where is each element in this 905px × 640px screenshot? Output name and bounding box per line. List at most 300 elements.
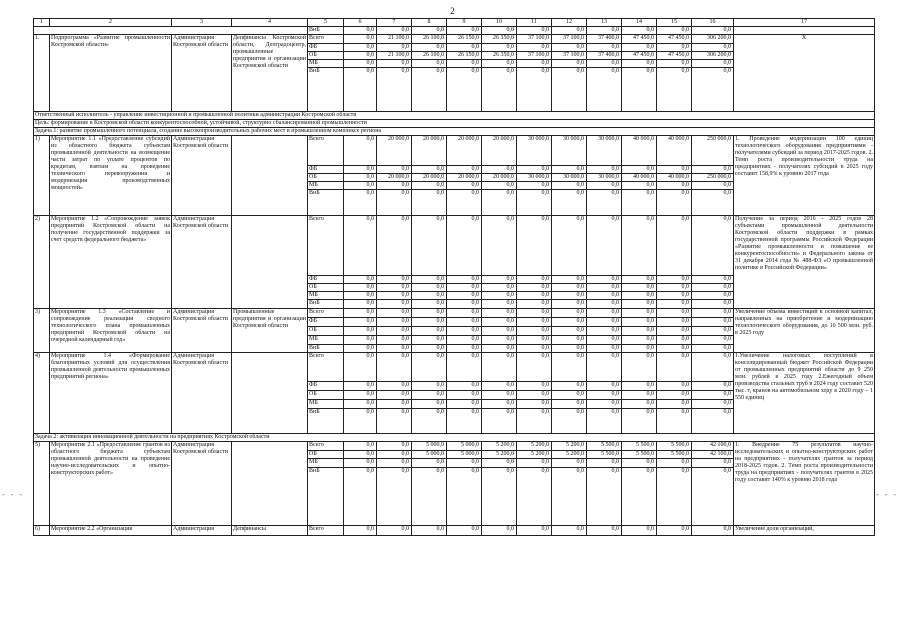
value-cell: 0,0 <box>657 382 692 391</box>
table-row <box>34 353 875 382</box>
value-cell: 0,0 <box>517 526 552 536</box>
value-cell: 0,0 <box>622 468 657 526</box>
value-cell: 0,0 <box>412 276 447 284</box>
source-cell: ВнБ <box>308 27 344 35</box>
value-cell: 0,0 <box>344 391 377 400</box>
value-cell: 0,0 <box>657 300 692 309</box>
source-cell: Всего <box>308 216 344 276</box>
value-cell: 0,0 <box>552 216 587 276</box>
column-header: 14 <box>622 19 657 27</box>
recipients-cell <box>232 216 308 309</box>
value-cell: 0,0 <box>517 284 552 292</box>
value-cell: 0,0 <box>517 468 552 526</box>
value-cell: 0,0 <box>692 382 734 391</box>
value-cell: 0,0 <box>344 526 377 536</box>
source-cell: Всего <box>308 442 344 451</box>
column-header: 12 <box>552 19 587 27</box>
value-cell: 0,0 <box>692 284 734 292</box>
value-cell: 0,0 <box>447 526 482 536</box>
value-cell: 0,0 <box>482 468 517 526</box>
value-cell: 0,0 <box>552 409 587 434</box>
value-cell: 0,0 <box>412 345 447 353</box>
value-cell: 0,0 <box>552 284 587 292</box>
source-cell: ФБ <box>308 276 344 284</box>
value-cell: 26 100,0 <box>412 52 447 60</box>
value-cell: 0,0 <box>622 292 657 300</box>
value-cell: 5 500,0 <box>622 442 657 451</box>
value-cell: 5 000,0 <box>447 442 482 451</box>
table-row <box>34 309 875 318</box>
value-cell: 0,0 <box>377 300 412 309</box>
value-cell: 21 100,0 <box>377 35 412 44</box>
value-cell: 0,0 <box>344 300 377 309</box>
margin-mark-right: - - - <box>876 490 898 499</box>
value-cell: 0,0 <box>482 216 517 276</box>
value-cell: 0,0 <box>482 459 517 468</box>
value-cell: 37 100,0 <box>552 52 587 60</box>
value-cell: 0,0 <box>447 216 482 276</box>
page-number: 2 <box>450 6 455 16</box>
value-cell: 0,0 <box>377 382 412 391</box>
value-cell: 0,0 <box>587 166 622 174</box>
value-cell: 0,0 <box>377 276 412 284</box>
value-cell: 0,0 <box>692 300 734 309</box>
recipients-cell <box>232 136 308 216</box>
value-cell: 0,0 <box>377 309 412 318</box>
value-cell: 0,0 <box>692 166 734 174</box>
recipients-cell: Депфинансы <box>232 526 308 536</box>
source-cell: ОБ <box>308 174 344 182</box>
value-cell: 0,0 <box>587 468 622 526</box>
value-cell: 0,0 <box>482 400 517 409</box>
value-cell: 20 000,0 <box>482 174 517 182</box>
column-header: 13 <box>587 19 622 27</box>
executor-cell: Администрация Костромской области <box>172 216 232 309</box>
source-cell: ВнБ <box>308 300 344 309</box>
value-cell: 0,0 <box>657 391 692 400</box>
value-cell: 0,0 <box>482 382 517 391</box>
table-row <box>34 35 875 44</box>
value-cell: 0,0 <box>412 300 447 309</box>
value-cell: 0,0 <box>587 309 622 318</box>
value-cell: 30 000,0 <box>552 174 587 182</box>
column-header: 11 <box>517 19 552 27</box>
value-cell: 0,0 <box>482 345 517 353</box>
value-cell: 0,0 <box>692 400 734 409</box>
value-cell: 0,0 <box>587 526 622 536</box>
value-cell: 0,0 <box>517 309 552 318</box>
value-cell: 0,0 <box>447 276 482 284</box>
value-cell: 0,0 <box>447 382 482 391</box>
value-cell: 0,0 <box>344 276 377 284</box>
value-cell: 26 150,0 <box>447 35 482 44</box>
value-cell: 0,0 <box>447 468 482 526</box>
executor-cell: Администрация Костромской области <box>172 35 232 112</box>
value-cell: 5 200,0 <box>552 451 587 459</box>
value-cell: 0,0 <box>692 309 734 318</box>
value-cell: 20 000,0 <box>412 174 447 182</box>
value-cell: 0,0 <box>517 345 552 353</box>
source-cell: ОБ <box>308 284 344 292</box>
value-cell: 0,0 <box>622 382 657 391</box>
value-cell: 0,0 <box>657 216 692 276</box>
column-header: 17 <box>734 19 875 27</box>
value-cell: 37 100,0 <box>552 35 587 44</box>
value-cell: 0,0 <box>517 459 552 468</box>
value-cell: 0,0 <box>412 166 447 174</box>
value-cell: 0,0 <box>692 318 734 327</box>
value-cell: 0,0 <box>482 276 517 284</box>
value-cell: 0,0 <box>692 353 734 382</box>
value-cell: 0,0 <box>587 345 622 353</box>
value-cell: 30 000,0 <box>517 174 552 182</box>
value-cell: 0,0 <box>622 182 657 190</box>
value-cell: 0,0 <box>517 353 552 382</box>
value-cell: 0,0 <box>587 190 622 216</box>
value-cell: 0,0 <box>447 190 482 216</box>
value-cell: 0,0 <box>657 459 692 468</box>
measure-name: Мероприятие 2.2 «Организация <box>50 526 172 536</box>
value-cell: 0,0 <box>377 190 412 216</box>
value-cell: 0,0 <box>447 44 482 52</box>
value-cell: 0,0 <box>344 459 377 468</box>
value-cell: 0,0 <box>377 284 412 292</box>
result-cell: 1.Увеличение налоговых поступлений в консолидированный бюджет Российской Федерации от промышленных предприятий области до 9 250 млн. рублей в 2025 году 2.Ежегодный объем производства стальных труб в 2024 году составит 520 тыс. т, кранов на автомобильном ходу в 2020 году – 1 550 единиц <box>734 353 875 434</box>
value-cell: 0,0 <box>482 292 517 300</box>
value-cell: 37 400,0 <box>587 35 622 44</box>
value-cell: 0,0 <box>552 166 587 174</box>
value-cell: 0,0 <box>622 318 657 327</box>
value-cell: 0,0 <box>412 353 447 382</box>
value-cell: 0,0 <box>622 409 657 434</box>
value-cell: 0,0 <box>552 44 587 52</box>
value-cell: 306 200,0 <box>692 35 734 44</box>
value-cell: 0,0 <box>447 284 482 292</box>
value-cell: 0,0 <box>587 327 622 336</box>
value-cell: 47 450,0 <box>622 35 657 44</box>
value-cell: 306 200,0 <box>692 52 734 60</box>
value-cell: 0,0 <box>622 300 657 309</box>
value-cell: 0,0 <box>552 27 587 35</box>
value-cell: 0,0 <box>552 468 587 526</box>
value-cell: 0,0 <box>377 459 412 468</box>
column-header: 9 <box>447 19 482 27</box>
value-cell: 0,0 <box>517 60 552 68</box>
value-cell: 0,0 <box>552 459 587 468</box>
value-cell: 0,0 <box>692 459 734 468</box>
value-cell: 0,0 <box>657 468 692 526</box>
value-cell: 0,0 <box>344 409 377 434</box>
value-cell: 0,0 <box>692 190 734 216</box>
value-cell: 0,0 <box>552 309 587 318</box>
column-header: 5 <box>308 19 344 27</box>
value-cell: 0,0 <box>377 292 412 300</box>
value-cell: 0,0 <box>587 182 622 190</box>
margin-mark-left: - - - <box>2 490 24 499</box>
value-cell: 0,0 <box>482 309 517 318</box>
value-cell: 0,0 <box>447 182 482 190</box>
value-cell: 0,0 <box>622 44 657 52</box>
result-cell: Х <box>734 35 875 112</box>
value-cell: 0,0 <box>447 60 482 68</box>
value-cell: 5 500,0 <box>622 451 657 459</box>
table-row <box>34 136 875 166</box>
value-cell: 40 000,0 <box>657 174 692 182</box>
value-cell: 0,0 <box>412 459 447 468</box>
source-cell: ВнБ <box>308 409 344 434</box>
value-cell: 0,0 <box>377 27 412 35</box>
value-cell: 0,0 <box>344 190 377 216</box>
value-cell: 5 000,0 <box>412 451 447 459</box>
column-header: 2 <box>50 19 172 27</box>
value-cell: 0,0 <box>344 345 377 353</box>
value-cell: 0,0 <box>412 309 447 318</box>
measure-name: Мероприятие 1.1 «Предоставление субсидий из областного бюджета субъектам промышленной деятельности на возмещение части затрат по уплате процентов по кредитам, взятым на проведение технического перевооружения и модернизации производственных мощностей» <box>50 136 172 216</box>
value-cell: 0,0 <box>552 292 587 300</box>
value-cell: 0,0 <box>482 327 517 336</box>
column-header: 4 <box>232 19 308 27</box>
value-cell: 37 400,0 <box>587 52 622 60</box>
source-cell: ВнБ <box>308 468 344 526</box>
row-number: 1. <box>34 35 50 112</box>
value-cell: 0,0 <box>482 318 517 327</box>
source-cell: Всего <box>308 353 344 382</box>
value-cell: 5 200,0 <box>552 442 587 451</box>
value-cell: 0,0 <box>587 353 622 382</box>
measure-name: Мероприятие 2.1 «Предоставление грантов из областного бюджета субъектам промышленной деятельности на проведение научно-исследовательских и опытно-конструкторских работ» <box>50 442 172 526</box>
value-cell: 5 200,0 <box>482 451 517 459</box>
value-cell: 0,0 <box>622 327 657 336</box>
value-cell: 0,0 <box>552 60 587 68</box>
value-cell: 5 500,0 <box>587 442 622 451</box>
value-cell: 0,0 <box>344 68 377 112</box>
value-cell: 0,0 <box>344 327 377 336</box>
source-cell: МБ <box>308 292 344 300</box>
value-cell: 0,0 <box>517 409 552 434</box>
value-cell: 0,0 <box>622 309 657 318</box>
value-cell: 47 450,0 <box>622 52 657 60</box>
value-cell: 0,0 <box>377 182 412 190</box>
source-cell: Всего <box>308 35 344 44</box>
row-number: 4) <box>34 353 50 434</box>
value-cell: 0,0 <box>482 166 517 174</box>
value-cell: 0,0 <box>622 336 657 345</box>
value-cell: 0,0 <box>447 345 482 353</box>
value-cell: 20 000,0 <box>447 174 482 182</box>
value-cell: 0,0 <box>482 300 517 309</box>
value-cell: 0,0 <box>587 68 622 112</box>
section-title: Задача 2: активизация инновационной деятельности на предприятиях Костромской области <box>34 434 875 442</box>
value-cell: 0,0 <box>377 442 412 451</box>
value-cell: 0,0 <box>552 68 587 112</box>
table-row <box>34 216 875 276</box>
column-header: 15 <box>657 19 692 27</box>
value-cell: 0,0 <box>447 309 482 318</box>
value-cell: 0,0 <box>344 353 377 382</box>
result-cell: Увеличение доли организаций, <box>734 526 875 536</box>
value-cell: 0,0 <box>517 391 552 400</box>
source-cell: ФБ <box>308 318 344 327</box>
value-cell: 0,0 <box>517 300 552 309</box>
value-cell: 0,0 <box>447 300 482 309</box>
value-cell: 0,0 <box>447 391 482 400</box>
result-cell: 1. Внедрение 75 результатов научно-исследовательских и опытно-конструкторских работ на предприятиях - получателях грантов за период 2018-2025 годов. 2. Темп роста производительности труда на предприятиях - получателях грантов в 2025 году составит 140% к уровню 2018 года <box>734 442 875 526</box>
source-cell: МБ <box>308 459 344 468</box>
value-cell: 0,0 <box>657 27 692 35</box>
value-cell: 0,0 <box>552 336 587 345</box>
recipients-cell <box>232 442 308 526</box>
value-cell: 0,0 <box>412 318 447 327</box>
value-cell: 0,0 <box>517 182 552 190</box>
value-cell: 0,0 <box>517 27 552 35</box>
value-cell: 0,0 <box>692 68 734 112</box>
value-cell: 0,0 <box>344 468 377 526</box>
source-cell: ФБ <box>308 166 344 174</box>
value-cell: 5 500,0 <box>657 442 692 451</box>
value-cell: 0,0 <box>692 327 734 336</box>
value-cell: 20 000,0 <box>447 136 482 166</box>
value-cell: 47 450,0 <box>657 35 692 44</box>
value-cell: 0,0 <box>517 318 552 327</box>
value-cell: 0,0 <box>657 336 692 345</box>
value-cell: 0,0 <box>692 468 734 526</box>
value-cell: 0,0 <box>344 292 377 300</box>
budget-table <box>33 18 875 536</box>
value-cell: 0,0 <box>517 44 552 52</box>
value-cell: 0,0 <box>657 284 692 292</box>
value-cell: 5 500,0 <box>657 451 692 459</box>
value-cell: 0,0 <box>692 336 734 345</box>
source-cell: ОБ <box>308 391 344 400</box>
executor-cell: Администрация <box>172 526 232 536</box>
executor-cell: Администрация Костромской области <box>172 353 232 434</box>
recipients-cell: Депфинансы Костромской области, Депградоцентр, промышленные предприятия и организации Костромской области <box>232 35 308 112</box>
value-cell: 0,0 <box>587 276 622 284</box>
value-cell: 0,0 <box>377 391 412 400</box>
source-cell: ФБ <box>308 382 344 391</box>
value-cell: 250 000,0 <box>692 136 734 166</box>
value-cell: 0,0 <box>587 300 622 309</box>
value-cell: 0,0 <box>517 166 552 174</box>
value-cell: 0,0 <box>552 345 587 353</box>
value-cell: 0,0 <box>517 68 552 112</box>
value-cell: 0,0 <box>692 182 734 190</box>
value-cell: 0,0 <box>482 182 517 190</box>
recipients-cell <box>232 353 308 434</box>
value-cell: 0,0 <box>517 400 552 409</box>
value-cell: 26 100,0 <box>412 35 447 44</box>
value-cell: 20 000,0 <box>412 136 447 166</box>
row-number: 2) <box>34 216 50 309</box>
value-cell: 0,0 <box>622 345 657 353</box>
value-cell: 0,0 <box>587 409 622 434</box>
value-cell: 0,0 <box>587 27 622 35</box>
source-cell: ОБ <box>308 327 344 336</box>
value-cell: 0,0 <box>412 468 447 526</box>
value-cell: 0,0 <box>657 190 692 216</box>
source-cell: МБ <box>308 400 344 409</box>
value-cell: 0,0 <box>344 27 377 35</box>
value-cell: 40 000,0 <box>657 136 692 166</box>
value-cell: 0,0 <box>377 400 412 409</box>
value-cell: 0,0 <box>657 276 692 284</box>
table-row <box>34 526 875 536</box>
value-cell: 0,0 <box>552 327 587 336</box>
value-cell: 0,0 <box>622 190 657 216</box>
header-row <box>34 19 875 27</box>
value-cell: 37 100,0 <box>517 52 552 60</box>
value-cell: 0,0 <box>377 216 412 276</box>
value-cell: 0,0 <box>482 60 517 68</box>
value-cell: 0,0 <box>587 391 622 400</box>
value-cell: 0,0 <box>692 216 734 276</box>
value-cell: 0,0 <box>447 353 482 382</box>
value-cell: 30 000,0 <box>587 136 622 166</box>
value-cell: 0,0 <box>517 292 552 300</box>
value-cell: 0,0 <box>344 166 377 174</box>
value-cell: 0,0 <box>344 216 377 276</box>
value-cell: 0,0 <box>377 451 412 459</box>
value-cell: 0,0 <box>657 318 692 327</box>
value-cell: 0,0 <box>344 44 377 52</box>
value-cell: 250 000,0 <box>692 174 734 182</box>
value-cell: 5 200,0 <box>517 442 552 451</box>
value-cell: 0,0 <box>344 400 377 409</box>
cell <box>34 27 308 35</box>
value-cell: 0,0 <box>552 182 587 190</box>
value-cell: 26 350,0 <box>482 35 517 44</box>
table-row <box>34 27 875 35</box>
value-cell: 30 000,0 <box>517 136 552 166</box>
value-cell: 0,0 <box>482 44 517 52</box>
measure-name: Мероприятие 1.2 «Сопровождение заявок предприятий Костромской области на получение государственной поддержки за счет средств федерального бюджета» <box>50 216 172 309</box>
section-row <box>34 434 875 442</box>
value-cell: 0,0 <box>412 400 447 409</box>
value-cell: 0,0 <box>482 27 517 35</box>
value-cell: 0,0 <box>377 318 412 327</box>
value-cell: 0,0 <box>657 292 692 300</box>
value-cell: 0,0 <box>657 409 692 434</box>
value-cell: 0,0 <box>622 353 657 382</box>
row-number: 1) <box>34 136 50 216</box>
value-cell: 0,0 <box>587 60 622 68</box>
value-cell: 47 450,0 <box>657 52 692 60</box>
value-cell: 0,0 <box>692 391 734 400</box>
value-cell: 42 100,0 <box>692 442 734 451</box>
value-cell: 0,0 <box>377 345 412 353</box>
value-cell: 0,0 <box>622 216 657 276</box>
value-cell: 0,0 <box>622 27 657 35</box>
value-cell: 0,0 <box>412 409 447 434</box>
source-cell: ВнБ <box>308 190 344 216</box>
value-cell: 0,0 <box>447 400 482 409</box>
value-cell: 0,0 <box>587 318 622 327</box>
source-cell: Всего <box>308 526 344 536</box>
value-cell: 0,0 <box>692 345 734 353</box>
value-cell: 0,0 <box>552 318 587 327</box>
value-cell: 0,0 <box>657 327 692 336</box>
value-cell: 5 200,0 <box>517 451 552 459</box>
value-cell: 0,0 <box>692 27 734 35</box>
value-cell: 0,0 <box>587 459 622 468</box>
value-cell: 0,0 <box>377 526 412 536</box>
value-cell: 0,0 <box>657 60 692 68</box>
value-cell: 0,0 <box>344 35 377 44</box>
value-cell: 0,0 <box>692 276 734 284</box>
source-cell: ОБ <box>308 52 344 60</box>
value-cell: 0,0 <box>447 327 482 336</box>
executor-cell: Администрация Костромской области <box>172 442 232 526</box>
